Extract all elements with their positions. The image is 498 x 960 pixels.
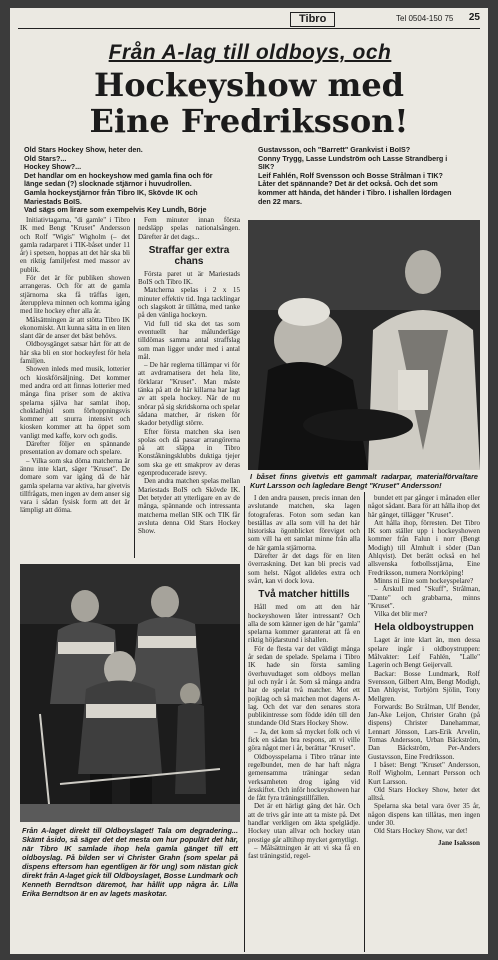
ingress-left: Old Stars Hockey Show, heter den. Old Stars?... Hockey Show?... Det handlar om en hockeyshow med gamla fina och för länge sedan (?) slocknade stjärnor i huvudrollen. Gamla hockeystjärnor från Tibro IK, Skövde IK och Mariestads BoIS. Vad sägs om lirare som exempelvis Key Lundh, Börje [24,145,213,215]
section-label: Tibro [290,12,335,27]
photo-bench-caption: I båset finns givetvis ett gammalt radarpar, materialförvaltare Kurt Larsson och lagledare Bengt "Kruset" Andersson! [250,472,478,490]
article-column-1: Initiativtagarna, "di gamle" i Tibro IK med Bengt "Kruset" Andersson och Rolf "Wigis" Wigholm (– det gamla radarparet i TIK-båset under 11 år) i spetsen, hoppas att det här ska bli en riktig familjefest med massor av publik. För det är för publiken showen arrangeras. Och för att de gamla stjärnorna ska få träffas igen, återuppleva minnen och komma igång med lite hockey efter alla år. Målsättningen är att stötta Tibro IK ekonomiskt. Att kunna sätta in en liten slant där de anser det bäst behövs. Oldboysgänget satsar hårt för att de här ska bli en stor hockeyfest för hela familjen. Showen inleds med musik, lotterier och kioskförsäljning. Det kommer med andra ord att finnas lotterier med många fina priser som de aktiva spelarna själva har samlat ihop, chokladhjul som förhoppningsvis kommer att snurra intensivt och kiosken kommer att ha öppet som vanligt med kaffe, korv och godis. Därefter följer en spännande presentation av domare och spelare. – Vilka som ska döma matcherna är ännu inte klart, säger "Kruset". De domare som var igång då de här gamla spelarna var aktiva, har givetvis tillfrågats, men ingen av dem anser sig vara i sådan fysisk form att det är lämpligt att döma. [20,216,130,515]
photo-oldboys-team [20,564,240,822]
column-divider [134,218,135,558]
headline-line-2: Eine Fredriksson! [89,102,409,140]
page-number: 25 [468,12,480,23]
newspaper-page [10,8,488,954]
page-header [18,12,480,29]
subheading-tva-matcher: Två matcher hittills [258,589,350,601]
article-column-4: bundet ett par gånger i månaden eller något sådant. Bara för att hålla ihop det här gänget, tillägger "Kruset". Att hålla ihop, förresten. Det Tibro IK som ställer upp i hockeyshowen kommer från Falun i norr (Bengt Modigh) till Älmhult i söder (Dan Ahlqvist). Det berätt också en hel allsvenska fotbollsstjärna, Eine Fredriksson, numera Norrköping! Minns ni Eine som hockeyspelare? – Årskull med "Skuff", Strålman, "Dante" och grabbarna, minns "Kruset". Vilka det blir mer? Hela oldboystruppen Laget är inte klart än, men dessa spelare ingår i oldboystruppen: Målvakter: Leif Fahlén, "Lalle" Lagerin och Bengt Geijervall. Backar: Bosse Lundmark, Rolf Svensson, Gilbert Alm, Bengt Modigh, Dan Ahlqvist, Torbjörn Sjölin, Tony Mellgren. Forwards: Bo Strålman, Ulf Bender, Jan-Åke Leijon, Christer Grahn (på dispens) Christer Danehammar, Lennart Jönsson, Lars-Erik Arvelin, Tomas Andersson, Urban Bäckström, Dan Bäckström, Per-Anders Gustavsson, Eine Fredriksson. I båset: Bengt "Kruset" Andersson, Rolf Wigholm, Lennart Persson och Kurt Larsson. Old Stars Hockey Show, heter det alltså. Spelarna ska betal vara över 35 år, någon dispens kan tillåtas, men ingen under 30. Old Stars Hockey Show, var det! Jane Isaksson [368,494,480,847]
photo-oldboys-caption: Från A-laget direkt till Oldboyslaget! Tala om degradering... Skämt åsido, så säger det det mesta om hur populärt det här, när Tibro IK samlade ihop hela gamla gänget till ett oldboyslag. På bilden ser vi Christer Grahn (som spelar på dispens eftersom han egentligen är för ung) som nästan gick direkt från A-laget gick till Oldboyslaget, Bosse Lundmark och Kenneth Berndtson däremot, har hållit upp några år. Lilla Erika Berndtson är en av lagets maskotar. [22,826,238,898]
photo-oldboys-team-image [20,564,240,822]
article-column-3: I den andra pausen, precis innan den avslutande matchen, ska lagen fotograferas. Foton som sedan kan beställas av alla som vill ha det här historiska ögonblicket föreviget och som vill ha ett samlat minne från alla de här gamla stjärnorna. Därefter är det dags för en liten överraskning. Det kan bli precis vad som helst. Något alldeles extra och svårt, kan vi dock lova. Två matcher hittills Håll med om att den här hockeyshowen låter intressant? Och alla de som känner igen de här "gamla" spelarna kommer garanterat att få en riktig höjdarstund i ishallen. För de flesta var det väldigt många år sedan de spelade. Spelarna i Tibro IK hade sin första samling överhuvudtaget som oldboys mellan jul och nyår i år. Som så många andra har de spelat två matcher. Mot ett pojklag och så matchen mot dagens A-lag. Och det var den senares stora publikintresse som födde idén till den stundande Old Stars Hockey Show. – Ja, det kom så mycket folk och vi fick en sådan bra respons, att vi ville göra något mer i år, berättar "Kruset". Oldboysspelarna i Tibro tränar inte regelbundet, men de har haft några gemensamma träningar sedan verksamheten drog igång vid årsskiftet. Och inför hockeyshowen har de fått fyra träningstillfällen. Det är ett härligt gäng det här. Och att de trivs går inte att ta miste på. Det handlar verkligen om äkta spelglädje. Hockey utan allvar och hockey utan prestige går alltihop mycket gemytligt. – Målsättningen är att vi ska få en fast träningstid, regel- [248,494,360,861]
kicker-headline: Från A-lag till oldboys, och [108,41,392,64]
ingress-right: Gustavsson, och "Barrett" Grankvist i BoIS? Conny Trygg, Lasse Lundström och Lasse Strandberg i SIK? Leif Fahlén, Rolf Svensson och Bosse Strålman i TIK? Låter det spännande? Det är det också. Och det som kommer att hända, det händer i Tibro. I ishallen lördagen den 22 mars. [258,145,452,206]
subheading-oldboystruppen: Hela oldboystruppen [374,622,474,634]
headline-line-1: Hockeyshow med [93,66,405,104]
column-divider [364,492,365,952]
article-column-2: Fem minuter innan första nedsläpp spelas nationalsången. Därefter är det dags... Straffar ger extra chans Första paret ut är Mariestads BoIS och Tibro IK. Matcherna spelas i 2 x 15 minuter effektiv tid. Inga tacklingar och slagskott är tillåtna, med tanke på den vänliga hockeyn. Vid full tid ska det tas som eventuellt har målunderläge tilldömas samma antal straffslag som man ligger under med i antal mål. – De här reglerna tillämpar vi för att avdramatisera det hela lite, förklarar "Kruset". Man måste tänka på att de här killarna har lagt av att spela hockey. När de nu snörar på sig skridskorna och spelar sådana matcher, är risken för skador betydligt större. Efter första matchen ska isen spolas och då passar arrangörerna på att släppa in Tibro Konståkningsklubbs duktiga tjejer som ska ge ett smakprov av deras egenproducerade isrevy. Den andra matchen spelas mellan Mariestads BoIS och Skövde IK. Det betyder att ytterligare en av de många, spännande och intressanta matcherna mellan SIK och TIK får avsluta denna Old Stars Hockey Show. [138,216,240,536]
column-divider [244,486,245,952]
photo-bench-image [248,220,480,470]
subheading-straffar: Straffar ger extra chans [148,244,230,267]
photo-bench [248,220,480,470]
phone-number: Tel 0504-150 75 [396,14,454,23]
byline: Jane Isaksson [438,838,480,847]
